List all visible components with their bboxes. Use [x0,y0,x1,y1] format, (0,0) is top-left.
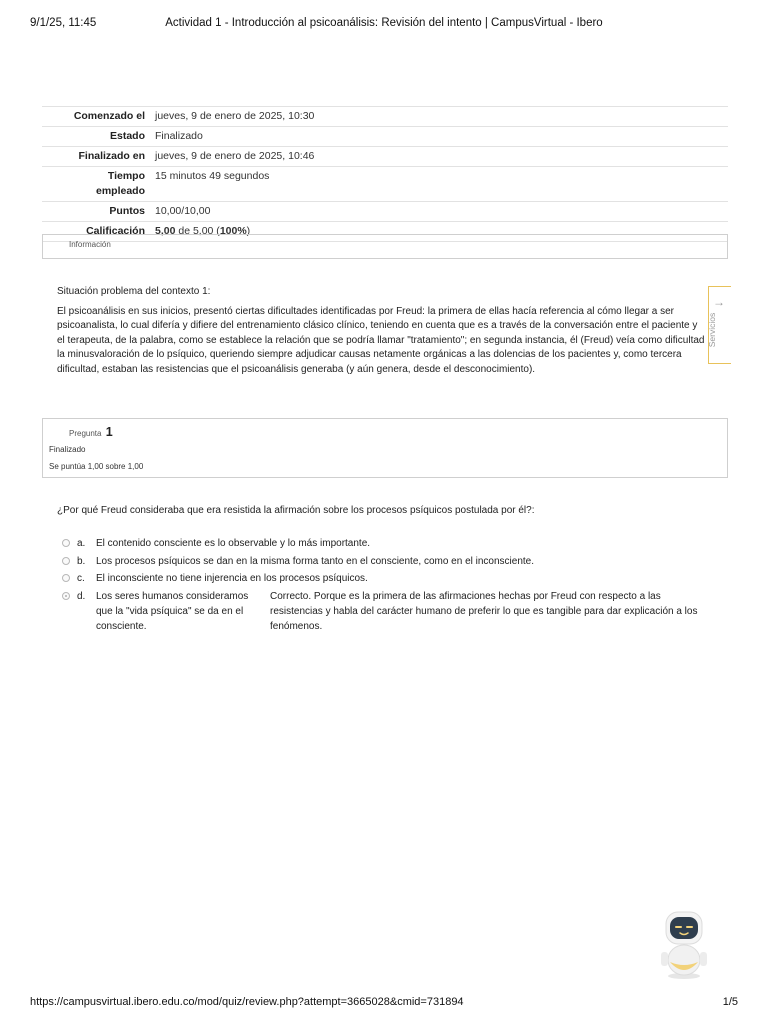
summary-row-time-taken [42,167,728,202]
answer-letter: b. [77,555,86,567]
question-state: Finalizado [49,445,86,454]
answer-option-c [62,571,722,589]
question-text: ¿Por qué Freud consideraba que era resistida la afirmación sobre los procesos psíquicos postulada por él?: [57,505,535,516]
answer-text: Los procesos psíquicos se dan en la misma forma tanto en el consciente, como en el inconsciente. [96,555,535,567]
answer-letter: a. [77,538,86,549]
answer-radio-selected[interactable] [62,592,70,600]
question-info-box [42,418,728,478]
summary-row-finished [42,147,728,167]
question-number-value: 1 [105,425,113,439]
answer-text: El inconsciente no tiene injerencia en los procesos psíquicos. [96,573,368,584]
answer-option-d [62,589,722,637]
print-url: https://campusvirtual.ibero.edu.co/mod/quiz/review.php?attempt=3665028&cmid=731894 [30,996,464,1008]
information-box [42,234,728,259]
answer-letter: d. [77,590,86,602]
summary-label: Puntos [109,205,145,217]
answer-feedback: Correcto. Porque es la primera de las afirmaciones hechas por Freud con respecto a las resistencias y habla del carácter humano de preferir lo que es tangible para dar explicación a los fenómenos. [270,590,698,632]
summary-row-started [42,107,728,127]
summary-value: jueves, 9 de enero de 2025, 10:30 [155,110,315,122]
summary-value: Finalizado [155,130,203,142]
answer-options [62,536,722,637]
context-body: El psicoanálisis en sus inicios, presentó ciertas dificultades identificadas por Freud: la primera de ellas hacía referencia al cómo llegar a ser psicoanalista, lo cual difería y difiere del entrenamiento clásico clínico, teniendo en cuenta que es a través de la conversación entre el paciente y el terapeuta, de la palabra, como se establece la relación que se podría llamar "tratamiento"; en segunda instancia, él (Freud) veía como dificultad la minusvaloración de lo psíquico, queriendo siempre adjudicar causas netamente orgánicas a las dolencias de los pacientes y, como tercera dificultad, estaban las resistencias que el psicoanálisis generaba (y aún genera, desde el desconocimiento). [57,305,705,375]
answer-text: Los seres humanos consideramos que la "vida psíquica" se da en el consciente. [96,590,249,632]
context-description [57,285,707,378]
summary-value: 15 minutos 49 segundos [155,170,270,182]
print-datetime: 9/1/25, 11:45 [30,17,97,29]
answer-radio[interactable] [62,574,70,582]
context-title: Situación problema del contexto 1: [57,286,211,297]
question-grade: Se puntúa 1,00 sobre 1,00 [49,462,144,471]
answer-option-a [62,536,722,554]
print-page-title: Actividad 1 - Introducción al psicoanálisis: Revisión del intento | CampusVirtual - Ibero [165,17,603,29]
answer-radio[interactable] [62,557,70,565]
question-label: Pregunta [69,429,102,438]
attempt-summary-table [42,106,728,242]
grade-score: 5,00 [155,225,176,237]
summary-value: 10,00/10,00 [155,205,211,217]
services-tab[interactable] [708,286,731,364]
information-label: Información [69,240,111,249]
answer-letter: c. [77,573,85,584]
print-header [0,17,768,33]
answer-text: El contenido consciente es lo observable y lo más importante. [96,538,371,549]
summary-label: Finalizado en [78,150,145,162]
summary-label: Tiempo empleado [95,170,145,197]
answer-option-b [62,554,722,572]
summary-label: Estado [109,130,145,142]
summary-value: jueves, 9 de enero de 2025, 10:46 [155,150,315,162]
summary-row-state [42,127,728,147]
grade-connector: de 5,00 ( [175,225,220,237]
services-label: Servicios [707,312,718,348]
print-page-number: 1/5 [722,996,738,1008]
summary-row-marks [42,202,728,222]
summary-label: Comenzado el [73,110,145,122]
summary-label: Calificación [86,225,145,237]
question-number [69,425,113,439]
grade-percent: 100% [219,225,247,237]
arrow-right-icon: → [713,295,725,309]
robot-assistant-icon[interactable] [653,908,715,980]
answer-radio[interactable] [62,539,70,547]
grade-close: ) [246,225,251,237]
